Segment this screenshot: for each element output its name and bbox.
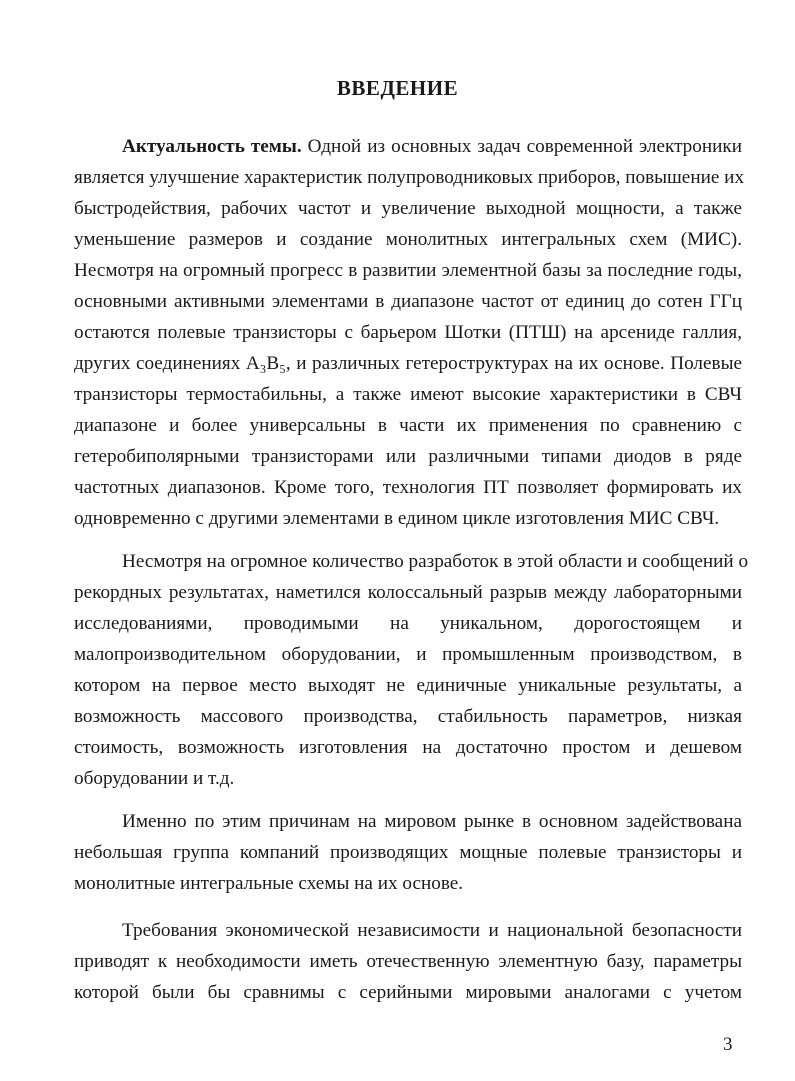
text-line: частотных диапазонов. Кроме того, технология ПТ позволяет формировать их <box>74 477 742 498</box>
text-line: других соединениях А₃В₅, и различных гетероструктурах на их основе. Полевые <box>74 353 742 374</box>
text-line: быстродействия, рабочих частот и увеличение выходной мощности, а также <box>74 198 742 219</box>
text-line: приводят к необходимости иметь отечественную элементную базу, параметры <box>74 951 742 972</box>
paragraph-market <box>74 806 742 899</box>
page-number: 3 <box>723 1034 733 1055</box>
text-line: является улучшение характеристик полупроводниковых приборов, повышение их <box>74 167 745 188</box>
text-line: оборудовании и т.д. <box>74 768 235 789</box>
text-line: одновременно с другими элементами в едином цикле изготовления МИС СВЧ. <box>74 508 720 529</box>
text-line: гетеробиполярными транзисторами или различными типами диодов в ряде <box>74 446 742 467</box>
text-line: Именно по этим причинам на мировом рынке в основном задействована <box>122 811 742 832</box>
section-heading: ВВЕДЕНИЕ <box>336 76 459 100</box>
text-line: которой были бы сравнимы с серийными мировыми аналогами с учетом <box>74 982 742 1003</box>
paragraph-gap <box>74 546 749 794</box>
text-line: основными активными элементами в диапазоне частот от единиц до сотен ГГц <box>74 291 742 312</box>
text-line: остаются полевые транзисторы с барьером Шотки (ПТШ) на арсениде галлия, <box>74 322 742 343</box>
paragraph-relevance <box>74 131 745 534</box>
paragraph-requirements <box>74 915 742 1008</box>
text-line: исследованиями, проводимыми на уникальном, дорогостоящем и <box>74 613 742 634</box>
text-line: уменьшение размеров и создание монолитных интегральных схем (МИС). <box>74 229 742 250</box>
text-line: диапазоне и более универсальны в части их применения по сравнению с <box>74 415 742 436</box>
text-line: стоимость, возможность изготовления на достаточно простом и дешевом <box>74 737 742 758</box>
text-line: Требования экономической независимости и национальной безопасности <box>122 920 742 941</box>
bold-lead: Актуальность темы. <box>122 136 302 157</box>
text-line: Актуальность темы. Одной из основных задач современной электроники <box>122 136 742 157</box>
text-line: малопроизводительном оборудовании, и промышленным производством, в <box>74 644 742 665</box>
text-line: рекордных результатах, наметился колоссальный разрыв между лабораторными <box>74 582 742 603</box>
text-line: возможность массового производства, стабильность параметров, низкая <box>74 706 742 727</box>
text-line: транзисторы термостабильны, а также имеют высокие характеристики в СВЧ <box>74 384 742 405</box>
text-line: монолитные интегральные схемы на их основе. <box>74 873 464 894</box>
text-line: Несмотря на огромный прогресс в развитии элементной базы за последние годы, <box>74 260 742 281</box>
text-line: котором на первое место выходят не единичные уникальные результаты, а <box>74 675 742 696</box>
text-line: Несмотря на огромное количество разработок в этой области и сообщений о <box>122 551 749 572</box>
text-line: небольшая группа компаний производящих мощные полевые транзисторы и <box>74 842 742 863</box>
